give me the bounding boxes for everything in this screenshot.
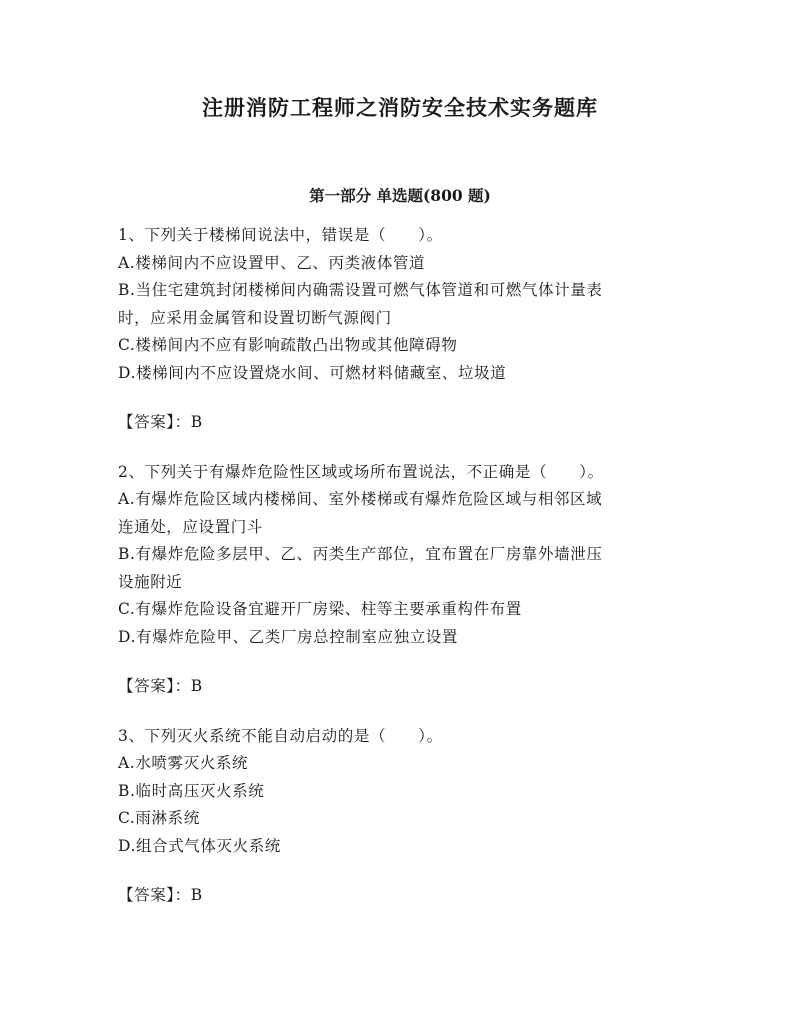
option-b: B.有爆炸危险多层甲、乙、丙类生产部位，宜布置在厂房靠外墙泄压 [118, 545, 603, 563]
option-b: B.临时高压灭火系统 [118, 781, 265, 800]
answer: 【答案】：B [118, 677, 203, 695]
question-stem: 1、下列关于楼梯间说法中，错误是（ ）。 [118, 226, 443, 244]
option-b-continued: 设施附近 [118, 572, 183, 591]
option-b: B.当住宅建筑封闭楼梯间内确需设置可燃气体管道和可燃气体计量表 [118, 281, 603, 299]
option-a-continued: 连通处，应设置门斗 [118, 517, 263, 536]
section-heading: 第一部分 单选题(800 题) [309, 186, 491, 205]
answer: 【答案】：B [118, 413, 203, 431]
option-a: A.有爆炸危险区域内楼梯间、室外楼梯或有爆炸危险区域与相邻区域 [118, 490, 603, 508]
question-1 [118, 222, 684, 437]
option-d: D.有爆炸危险甲、乙类厂房总控制室应独立设置 [118, 627, 459, 646]
option-d: D.楼梯间内不应设置烧水间、可燃材料储藏室、垃圾道 [118, 363, 507, 382]
option-c: C.雨淋系统 [118, 809, 200, 827]
question-stem: 3、下列灭火系统不能自动启动的是（ ）。 [118, 726, 443, 745]
document-title: 注册消防工程师之消防安全技术实务题库 [202, 95, 598, 120]
option-d: D.组合式气体灭火系统 [118, 836, 281, 855]
question-list [118, 222, 684, 910]
option-b-continued: 时，应采用金属管和设置切断气源阀门 [118, 308, 392, 327]
option-c: C.有爆炸危险设备宜避开厂房梁、柱等主要承重构件布置 [118, 600, 522, 618]
question-2 [118, 459, 684, 701]
question-3 [118, 723, 684, 910]
question-stem: 2、下列关于有爆炸危险性区域或场所布置说法，不正确是（ ）。 [118, 462, 604, 481]
answer: 【答案】：B [118, 886, 203, 904]
option-c: C.楼梯间内不应有影响疏散凸出物或其他障碍物 [118, 336, 458, 354]
option-a: A.水喷雾灭火系统 [118, 754, 249, 772]
option-a: A.楼梯间内不应设置甲、乙、丙类液体管道 [118, 253, 426, 272]
